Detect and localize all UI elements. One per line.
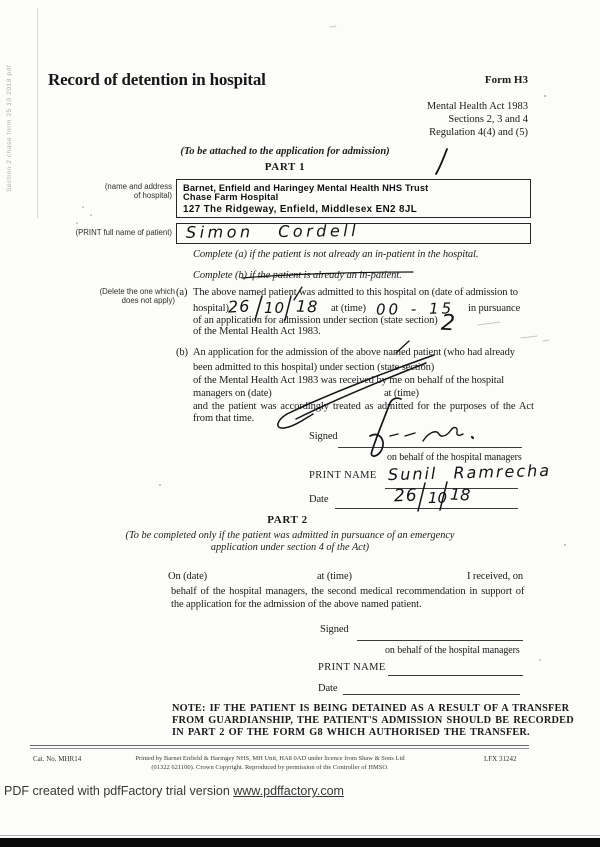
- clause-a-line2-suffix: in pursuance: [468, 303, 521, 314]
- attach-note: (To be attached to the application for admission): [180, 146, 390, 157]
- hospital-name-line: Barnet, Enfield and Haringey Mental Health NHS Trust: [183, 183, 429, 193]
- pdffactory-notice: [4, 784, 344, 798]
- scan-smudge: [543, 340, 549, 341]
- patient-name-label: (PRINT full name of patient): [75, 228, 172, 237]
- date-label-part1: Date: [309, 494, 329, 505]
- signature-line-part1: [338, 447, 522, 448]
- scan-smudge: [478, 322, 500, 325]
- clause-b-line1: An application for the admission of the above named patient (who had already: [193, 347, 515, 358]
- signature-dot: [472, 437, 473, 438]
- print-name-handwritten: Sunil Ramrecha: [387, 460, 552, 485]
- patient-name-handwritten: Simon Cordell: [185, 221, 360, 242]
- clause-a-time-label: at (time): [331, 303, 366, 314]
- clause-a-marker: (a): [176, 287, 188, 298]
- hospital-name-box: [176, 179, 531, 218]
- hospital-address-label-line: (name and address: [104, 182, 172, 191]
- scan-smudge: [521, 336, 537, 338]
- hospital-address-label-line: of hospital): [133, 191, 172, 201]
- clause-b-time-label: at (time): [384, 388, 419, 399]
- printer-imprint-line: (01322 621100). Crown Copyright. Reproduced by permission of the Controller of HMSO.: [151, 763, 389, 771]
- act-line: Mental Health Act 1983: [426, 101, 528, 112]
- admission-date-day: 26: [227, 296, 251, 317]
- transfer-note-line3: IN PART 2 OF THE FORM G8 WHICH AUTHORISED THE TRANSFER.: [172, 727, 530, 738]
- part2-note-line2: application under section 4 of the Act): [210, 542, 370, 553]
- bottom-scan-bar: [0, 838, 600, 847]
- clause-b-line6: from that time.: [193, 413, 255, 424]
- date-label-part2: Date: [318, 683, 338, 694]
- part2-heading: PART 2: [267, 514, 308, 526]
- admission-date-year: 18: [295, 296, 319, 317]
- part2-at-time-label: at (time): [317, 571, 352, 582]
- scan-smudge: [330, 26, 336, 27]
- print-reference: LFX 31242: [484, 755, 517, 763]
- transfer-note-line2: FROM GUARDIANSHIP, THE PATIENT'S ADMISSION SHOULD BE RECORDED: [172, 715, 574, 726]
- crossout-loop: [278, 414, 313, 428]
- form-code: Form H3: [484, 74, 528, 86]
- clause-b-line2: been admitted to this hospital) under section (state section): [193, 362, 435, 373]
- part1-heading: PART 1: [264, 161, 306, 173]
- admission-date-month: 10: [264, 299, 286, 317]
- print-name-label-part2: PRINT NAME: [318, 662, 386, 673]
- clause-a-line2-prefix: hospital): [193, 303, 229, 314]
- act-line: Sections 2, 3 and 4: [448, 113, 528, 125]
- part2-note-line1: (To be completed only if the patient was admitted in pursuance of an emergency: [125, 530, 455, 541]
- delete-instruction-line: does not apply): [121, 296, 175, 306]
- complete-b-prefix: Complete (b): [193, 270, 250, 281]
- signature-dash-2: [405, 433, 415, 436]
- clause-b-line4-prefix: managers on (date): [193, 388, 272, 399]
- complete-a-instruction: Complete (a) if the patient is not already an in-patient in the hospital.: [193, 249, 479, 260]
- complete-b-struck-text: if the patient is already an in-patient.: [249, 270, 402, 281]
- on-behalf-part2: on behalf of the hospital managers: [385, 645, 520, 656]
- complete-b-instruction: [193, 270, 402, 281]
- signed-date-year: 18: [449, 484, 471, 505]
- hospital-name-line: Chase Farm Hospital: [183, 192, 279, 202]
- sidebar-filename: Section 2 chase form 25 10 2018 pdf: [6, 64, 13, 192]
- act-line: Regulation 4(4) and (5): [429, 126, 528, 138]
- footer-rule: [30, 745, 529, 749]
- part2-received-label: I received, on: [467, 571, 524, 582]
- clause-b-line5: and the patient was accordingly treated as admitted for the purposes of the Act: [193, 401, 534, 412]
- page-title: Record of detention in hospital: [48, 70, 266, 89]
- admission-time-handwritten: 00 - 15: [375, 299, 455, 319]
- signature-dash-1: [390, 434, 398, 436]
- act-reference: [427, 101, 528, 139]
- delete-instruction-label: [100, 287, 175, 306]
- clause-a-line4: of the Mental Health Act 1983.: [193, 326, 321, 337]
- scan-edge-line: [37, 8, 38, 218]
- section-number-handwritten: 2: [440, 310, 456, 337]
- hospital-address-label: [105, 182, 172, 201]
- signed-date-day: 26: [393, 485, 418, 507]
- clause-a-line1: The above named patient was admitted to this hospital on (date of admission to: [193, 287, 518, 298]
- hospital-address-line: 127 The Ridgeway, Enfield, Middlesex EN2 8JL: [183, 204, 418, 215]
- signed-label-part1: Signed: [309, 431, 338, 442]
- delete-instruction-line: (Delete the one which: [99, 287, 175, 296]
- on-behalf-part1: on behalf of the hospital managers: [387, 452, 522, 463]
- printer-imprint: [95, 755, 445, 773]
- clause-b-line3: of the Mental Health Act 1983 was received by me on behalf of the hospital: [193, 375, 505, 386]
- date-line-part2: [343, 694, 520, 695]
- part2-body-line2: behalf of the hospital managers, the second medical recommendation in support of: [171, 586, 525, 597]
- signature-scrawl: [423, 428, 463, 441]
- clause-b-marker: (b): [176, 347, 188, 358]
- part2-body-line3: the application for the admission of the above named patient.: [171, 599, 422, 610]
- signature-line-part2: [357, 640, 523, 641]
- transfer-note-line1: NOTE: IF THE PATIENT IS BEING DETAINED AS A RESULT OF A TRANSFER: [172, 703, 570, 714]
- print-name-label-part1: PRINT NAME: [309, 470, 377, 481]
- catalogue-number: Cat. No. MHR14: [33, 755, 82, 763]
- part2-on-date-label: On (date): [168, 571, 208, 582]
- date-line-part1: [335, 508, 518, 509]
- print-name-line-part2: [388, 675, 523, 676]
- signed-label-part2: Signed: [320, 624, 349, 635]
- clause-a-line3: of an application for admission under section (state section): [193, 315, 438, 326]
- pdffactory-link[interactable]: www.pdffactory.com: [233, 784, 344, 798]
- pdffactory-notice-text: PDF created with pdfFactory trial version: [4, 784, 234, 798]
- printer-imprint-line: Printed by Barnet Enfield & Haringey NHS, MH Unit, HA8 0AD under licence from Shaw & Sons Ltd: [135, 755, 405, 762]
- bottom-hairline: [0, 835, 600, 836]
- signed-date-month: 10: [428, 489, 448, 507]
